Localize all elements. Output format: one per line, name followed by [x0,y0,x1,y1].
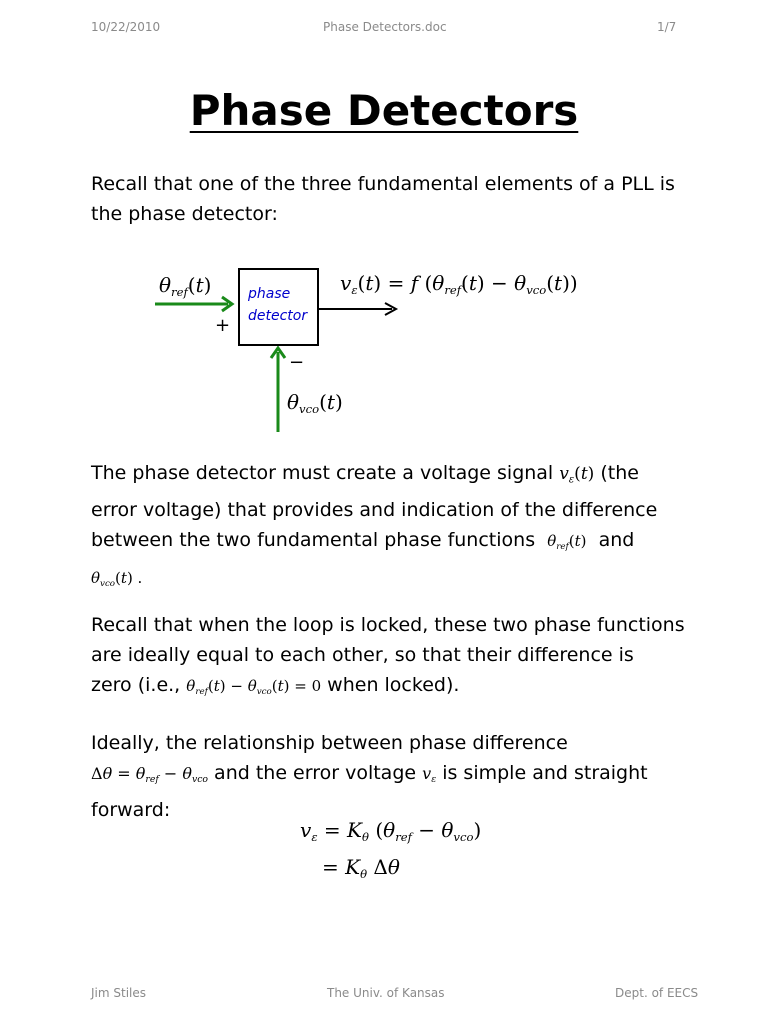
equation-line-1: $v_\varepsilon = K_\theta$ $(\theta_{ref} - \theta_{vco})$ [300,818,482,845]
para3-line-3: zero (i.e., $\theta_{ref}(t) - \theta_{vco}(t) = 0$ when locked). [91,674,460,698]
footer-institution: The Univ. of Kansas [327,986,445,1000]
box-label-detector: detector [248,308,308,324]
phase-detector-block [238,268,319,346]
minus-sign: − [289,352,305,373]
para2-line-1: The phase detector must create a voltage signal $v_\varepsilon(t)$ (the [91,462,639,486]
equation-line-2: = $K_\theta$ Δθ [322,855,400,882]
theta-vco-label: $\theta_{vco}(t)$ [287,390,343,417]
header-date: 10/22/2010 [91,20,161,34]
para2-line-3: between the two fundamental phase functions $\theta_{ref}(t)$ and [91,529,635,553]
intro-line-2: the phase detector: [91,203,278,225]
header-filename: Phase Detectors.doc [323,20,447,34]
error-voltage-paragraph [91,458,691,600]
para3-line-1: Recall that when the loop is locked, these two phase functions [91,614,685,636]
plus-sign: + [215,315,231,336]
para4-line-3: forward: [91,799,171,822]
footer-department: Dept. of EECS [615,986,699,1000]
footer-author: Jim Stiles [91,986,147,1000]
theta-ref-label: $\theta_{ref}(t)$ [159,273,212,300]
output-equation: $v_\varepsilon(t) = f$ $(\theta_{ref}(t) - \theta_{vco}(t))$ [340,271,578,298]
box-label-phase: phase [248,286,291,302]
para2-line-2: error voltage) that provides and indication of the difference [91,499,658,522]
header-page-number: 1/7 [657,20,677,34]
intro-line-1: Recall that one of the three fundamental elements of a PLL is [91,173,675,195]
relationship-paragraph [91,728,691,825]
para2-line-4: $\theta_{vco}(t)$ . [91,569,143,590]
para4-line-1: Ideally, the relationship between phase difference [91,732,568,754]
para4-line-2: $\Delta\theta = \theta_{ref} - \theta_{vco}$ and the error voltage $v_\varepsilon$ is simple and straight [91,762,648,786]
para3-line-2: are ideally equal to each other, so that their difference is [91,644,634,666]
page-title: Phase Detectors [189,86,579,135]
locked-loop-paragraph [91,610,691,707]
